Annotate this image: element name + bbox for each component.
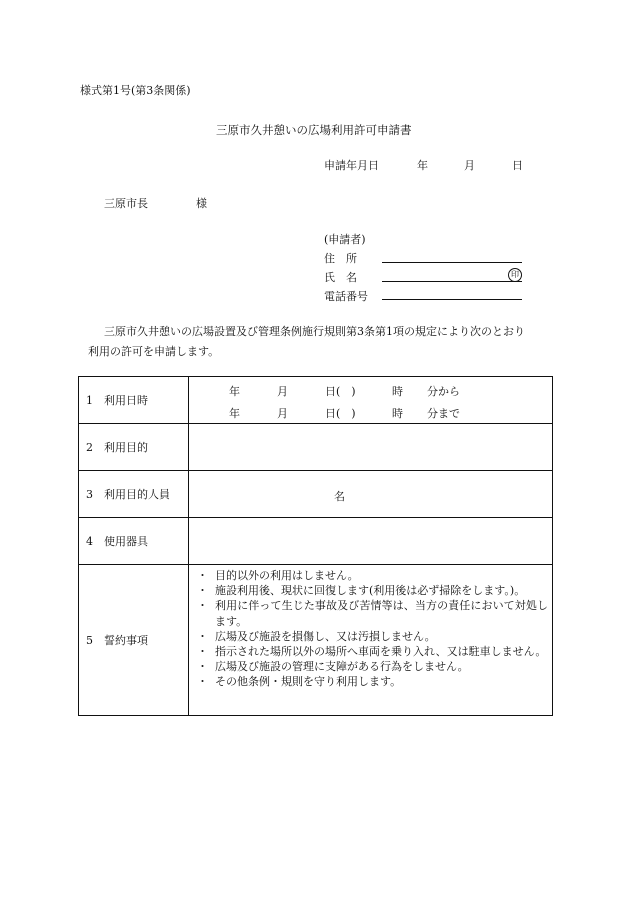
addressee-name: 三原市長 xyxy=(104,197,148,210)
date-day: 日 xyxy=(512,159,523,172)
dt-from-day: 日( ) xyxy=(325,385,356,398)
table-row-pledge xyxy=(79,565,552,715)
form-number: 様式第1号(第3条関係) xyxy=(80,84,191,97)
address-field[interactable] xyxy=(382,262,522,263)
pledge-bullet: ・ xyxy=(197,584,208,598)
persons-unit: 名 xyxy=(334,490,345,503)
table-row-purpose xyxy=(79,424,552,471)
pledge-item xyxy=(197,583,548,598)
dt-from-minute: 分から xyxy=(427,385,460,398)
address-label: 住 所 xyxy=(324,252,357,265)
row-label-datetime: 1 利用日時 xyxy=(79,377,189,423)
row-label-purpose: 2 利用目的 xyxy=(79,424,189,470)
application-table xyxy=(78,376,553,716)
dt-to-hour: 時 xyxy=(392,407,403,420)
pledge-text: 広場及び施設の管理に支障がある行為をしません。 xyxy=(215,660,469,674)
intro-line-2: 利用の許可を申請します。 xyxy=(88,345,220,358)
dt-to-year: 年 xyxy=(229,407,240,420)
applicant-heading: (申請者) xyxy=(324,233,366,246)
name-field[interactable] xyxy=(382,281,522,282)
pledge-bullet: ・ xyxy=(197,569,208,582)
dt-from-hour: 時 xyxy=(392,385,403,398)
date-month: 月 xyxy=(464,159,475,172)
equipment-field[interactable] xyxy=(189,518,552,564)
dt-to-minute: 分まで xyxy=(427,407,460,420)
pledge-list xyxy=(197,568,548,690)
pledge-cell xyxy=(189,565,552,715)
pledge-item xyxy=(197,568,548,583)
pledge-item xyxy=(197,644,548,659)
pledge-bullet: ・ xyxy=(197,645,208,659)
pledge-bullet: ・ xyxy=(197,660,208,674)
persons-field[interactable] xyxy=(189,471,552,517)
pledge-item xyxy=(197,659,548,674)
table-row-datetime xyxy=(79,377,552,424)
page-title: 三原市久井憩いの広場利用許可申請書 xyxy=(216,123,412,137)
dt-from-month: 月 xyxy=(277,385,288,398)
table-row-equipment xyxy=(79,518,552,565)
name-label: 氏 名 xyxy=(324,271,357,284)
pledge-bullet: ・ xyxy=(197,629,208,643)
date-label: 申請年月日 xyxy=(324,159,379,172)
date-year: 年 xyxy=(417,159,428,172)
row-label-equipment: 4 使用器具 xyxy=(79,518,189,564)
phone-field[interactable] xyxy=(382,299,522,300)
pledge-text: 指示された場所以外の場所へ車両を乗り入れ、又は駐車しません。 xyxy=(215,645,547,659)
pledge-item xyxy=(197,629,548,644)
pledge-text: その他条例・規則を守り利用します。 xyxy=(215,675,402,689)
purpose-field[interactable] xyxy=(189,424,552,470)
datetime-field[interactable] xyxy=(189,377,552,423)
seal-mark: 印 xyxy=(508,268,522,282)
pledge-item xyxy=(197,598,548,628)
dt-from-year: 年 xyxy=(229,385,240,398)
pledge-text: 利用に伴って生じた事故及び苦情等は、当方の責任において対処します。 xyxy=(215,599,548,628)
pledge-item xyxy=(197,674,548,689)
pledge-text: 広場及び施設を損傷し、又は汚損しません。 xyxy=(215,629,436,643)
phone-label: 電話番号 xyxy=(324,290,368,303)
pledge-text: 施設利用後、現状に回復します(利用後は必ず掃除をします。)。 xyxy=(215,584,526,598)
intro-line-1: 三原市久井憩いの広場設置及び管理条例施行規則第3条第1項の規定により次のとおり xyxy=(104,325,525,338)
addressee-honorific: 様 xyxy=(196,197,207,210)
pledge-text: 目的以外の利用はしません。 xyxy=(215,569,359,582)
dt-to-month: 月 xyxy=(277,407,288,420)
dt-to-day: 日( ) xyxy=(325,407,356,420)
pledge-bullet: ・ xyxy=(197,675,208,689)
row-label-pledge: 5 誓約事項 xyxy=(79,565,189,715)
row-label-persons: 3 利用目的人員 xyxy=(79,471,189,517)
pledge-bullet: ・ xyxy=(197,599,208,613)
table-row-persons xyxy=(79,471,552,518)
